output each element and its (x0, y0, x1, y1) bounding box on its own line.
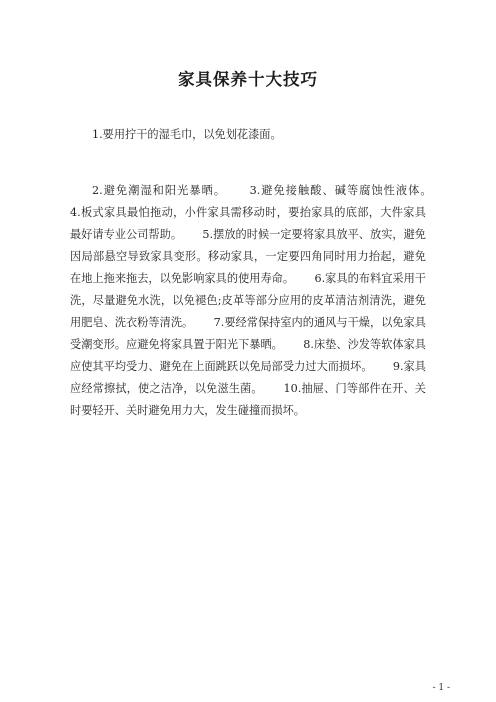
paragraph-text: 1.要用拧干的湿毛巾，以免划花漆面。 (92, 128, 282, 141)
paragraph-tip-1 (70, 124, 426, 146)
document-title: 家具保养十大技巧 (178, 70, 318, 89)
page-number: - 1 - (432, 683, 450, 693)
paragraph-text: 2.避免潮湿和阳光暴晒。 3.避免接触酸、碱等腐蚀性液体。 4.板式家具最怕拖动，小件家具需移动时，要抬家具的底部，大件家具最好请专业公司帮助。 5.摆放的时候一定要将家具放平、放实，避免因局部悬空导致家具变形。移动家具，一定要四角同时用力抬起，避免在地上拖来拖去，以免影响家具的使用寿命。 6.家具的布料宜采用干洗，尽量避免水洗，以免褪色;皮革等部分应用的皮革清洁剂清洗，避免用肥皂、洗衣粉等清洗。 7.要经常保持室内的通风与干燥，以免家具受潮变形。应避免将家具置于阳光下暴晒。 8.床垫、沙发等软体家具应使其平均受力、避免在上面跳跃以免局部受力过大而损坏。 9.家具应经常擦拭，使之洁净，以免滋生菌。 10.抽屉、门等部件在开、关时要轻开、关时避免用力大，发生碰撞而损坏。 (70, 184, 452, 417)
paragraph-tips-2-10 (70, 180, 452, 422)
